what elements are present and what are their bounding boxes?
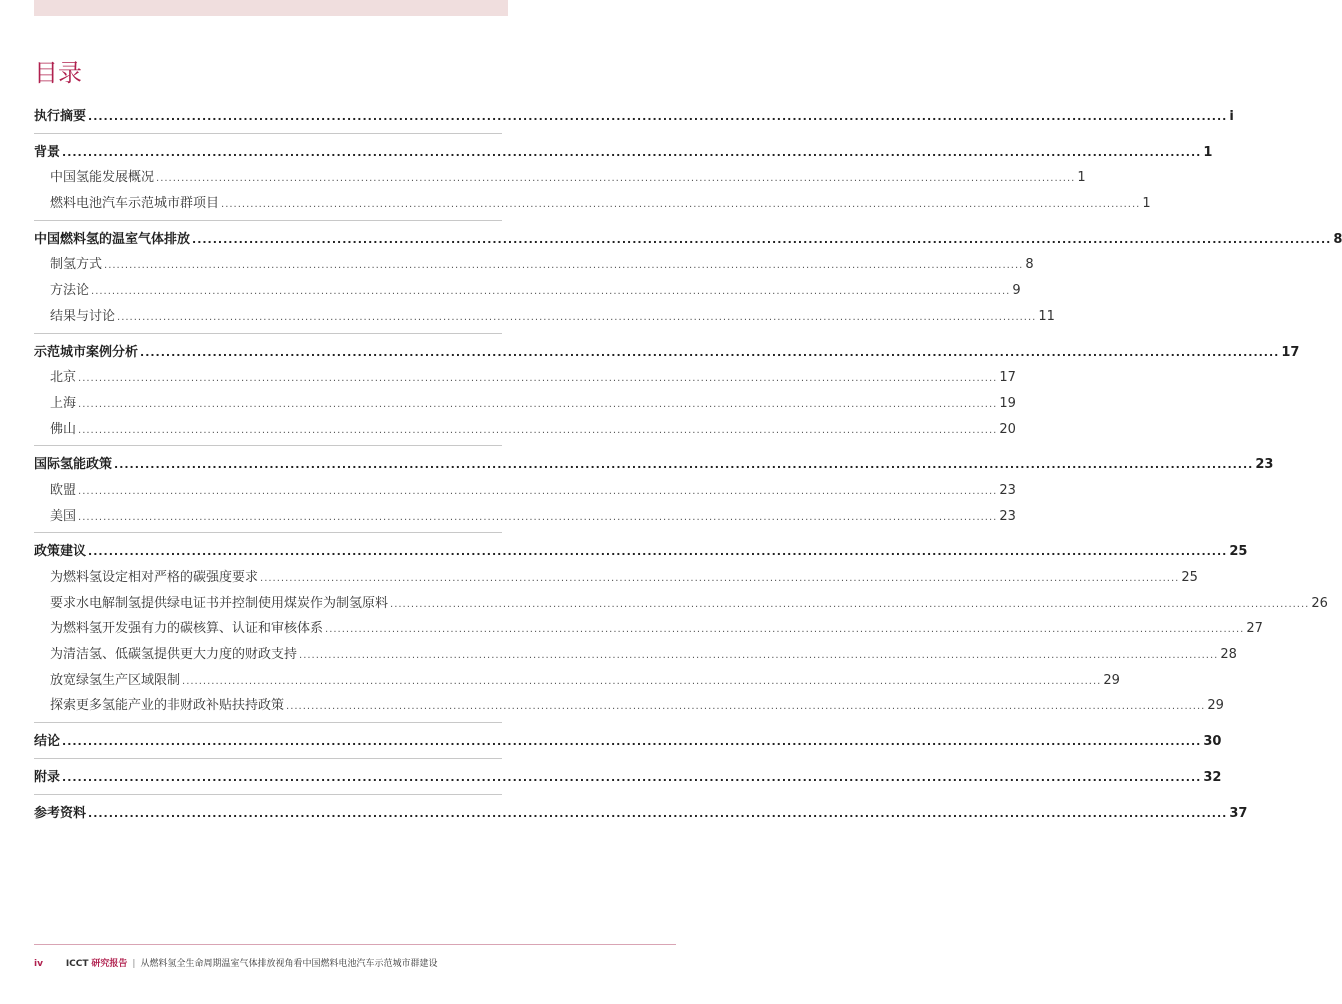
toc-entry-page: 23 <box>999 508 1016 524</box>
toc-entry-label: 中国燃料氢的温室气体排放 <box>34 231 191 247</box>
toc-entry-label: 美国 <box>50 508 77 524</box>
footer-page-number: iv <box>34 959 43 969</box>
toc-entry-label: 燃料电池汽车示范城市群项目 <box>50 196 220 212</box>
toc-subsection-entry[interactable] <box>34 642 1237 668</box>
dot-leader: ............................................................................................................................................................................................................................ <box>114 458 1254 472</box>
toc-subsection-entry[interactable] <box>34 693 1224 719</box>
toc-entry-page: 25 <box>1181 570 1198 585</box>
toc-section-entry[interactable] <box>34 765 1222 791</box>
toc-entry-label: 为燃料氢设定相对严格的碳强度要求 <box>50 570 259 585</box>
toc-entry-label: 附录 <box>34 769 61 785</box>
toc-entry-label: 要求水电解制氢提供绿电证书并控制使用煤炭作为制氢原料 <box>50 595 389 611</box>
toc-entry-page: 30 <box>1203 734 1222 750</box>
toc-section <box>34 765 1222 795</box>
toc-subsection-entry[interactable] <box>34 165 1086 191</box>
toc-entry-page: 1 <box>1142 196 1151 212</box>
toc-entry-page: 8 <box>1333 231 1342 247</box>
toc-subsection-entry[interactable] <box>34 591 1328 617</box>
toc-section-entry[interactable] <box>34 104 1234 130</box>
dot-leader: ............................................................................................................................................................................................................................ <box>62 145 1202 159</box>
toc-entry-page: 19 <box>999 395 1016 411</box>
dot-leader: ............................................................................................................................................................................................................................ <box>62 735 1202 749</box>
toc-entry-label: 北京 <box>50 370 77 386</box>
toc-entry-label: 背景 <box>34 144 61 160</box>
toc-subsection-entry[interactable] <box>34 565 1198 591</box>
toc-entry-label: 佛山 <box>50 421 77 437</box>
toc-subsection-entry[interactable] <box>34 668 1120 694</box>
toc-section-entry[interactable] <box>34 729 1222 755</box>
toc-entry-page: 32 <box>1203 769 1222 785</box>
toc-entry-page: 23 <box>1255 457 1274 473</box>
toc-entry-page: 8 <box>1025 257 1034 273</box>
dot-leader: ............................................................................................................................................................................................................................ <box>117 311 1037 323</box>
toc-section <box>34 801 1248 830</box>
toc-entry-page: 26 <box>1311 595 1328 611</box>
dot-leader: ............................................................................................................................................................................................................................ <box>78 373 998 385</box>
toc-subsection-entry[interactable] <box>34 417 1016 443</box>
footer-divider <box>34 944 676 945</box>
dot-leader: ............................................................................................................................................................................................................................ <box>260 573 1180 584</box>
toc-entry-label: 结论 <box>34 734 61 750</box>
dot-leader: ............................................................................................................................................................................................................................ <box>78 511 998 523</box>
toc-subsection-entry[interactable] <box>34 191 1151 217</box>
toc-subsection-entry[interactable] <box>34 365 1016 391</box>
dot-leader: ............................................................................................................................................................................................................................ <box>78 424 998 436</box>
toc-entry-label: 为燃料氢开发强有力的碳核算、认证和审核体系 <box>50 621 324 637</box>
toc-section <box>34 140 1213 221</box>
toc-section-entry[interactable] <box>34 452 1274 478</box>
dot-leader: ............................................................................................................................................................................................................................ <box>390 598 1310 610</box>
toc-section-entry[interactable] <box>34 140 1213 166</box>
toc-entry-label: 政策建议 <box>34 544 87 560</box>
toc-entry-label: 探索更多氢能产业的非财政补贴扶持政策 <box>50 698 285 714</box>
toc-subsection-entry[interactable] <box>34 252 1034 278</box>
toc-entry-label: 中国氢能发展概况 <box>50 170 155 186</box>
toc-entry-label: 方法论 <box>50 283 90 299</box>
toc-entry-label: 放宽绿氢生产区域限制 <box>50 672 181 688</box>
page-footer <box>34 956 437 969</box>
footer-report-type: 研究报告 <box>91 959 128 969</box>
toc-section-entry[interactable] <box>34 227 1342 253</box>
toc-section <box>34 340 1300 447</box>
toc-section-entry[interactable] <box>34 539 1248 565</box>
toc-section <box>34 729 1222 759</box>
toc-entry-label: 执行摘要 <box>34 109 87 124</box>
toc-entry-page: 25 <box>1229 544 1248 560</box>
dot-leader: ............................................................................................................................................................................................................................ <box>88 545 1228 559</box>
toc-entry-page: 29 <box>1207 698 1224 714</box>
toc-entry-page: 29 <box>1103 672 1120 688</box>
footer-org: ICCT <box>65 959 89 969</box>
toc-section <box>34 227 1342 334</box>
toc-section <box>34 452 1274 533</box>
dot-leader: ............................................................................................................................................................................................................................ <box>78 485 998 497</box>
toc-section-entry[interactable] <box>34 340 1300 366</box>
toc-entry-label: 上海 <box>50 395 77 411</box>
toc-section <box>34 104 1234 134</box>
dot-leader: ............................................................................................................................................................................................................................ <box>88 110 1228 123</box>
toc-entry-page: 17 <box>1281 344 1300 360</box>
dot-leader: ............................................................................................................................................................................................................................ <box>192 232 1332 246</box>
toc-subsection-entry[interactable] <box>34 504 1016 530</box>
toc-entry-page: 37 <box>1229 805 1248 821</box>
toc-subsection-entry[interactable] <box>34 616 1263 642</box>
toc-entry-page: 9 <box>1012 283 1021 299</box>
page-title: 目录 <box>34 59 82 87</box>
toc-entry-page: 1 <box>1203 144 1213 160</box>
dot-leader: ............................................................................................................................................................................................................................ <box>88 806 1228 820</box>
dot-leader: ............................................................................................................................................................................................................................ <box>182 675 1102 687</box>
toc-entry-label: 欧盟 <box>50 482 77 498</box>
dot-leader: ............................................................................................................................................................................................................................ <box>325 624 1245 636</box>
toc-section <box>34 539 1328 723</box>
dot-leader: ............................................................................................................................................................................................................................ <box>286 701 1206 713</box>
toc-entry-label: 国际氢能政策 <box>34 457 113 473</box>
dot-leader: ............................................................................................................................................................................................................................ <box>62 770 1202 784</box>
top-color-band <box>34 0 508 16</box>
toc-subsection-entry[interactable] <box>34 391 1016 417</box>
toc-entry-page: 27 <box>1246 621 1263 637</box>
toc-entry-label: 示范城市案例分析 <box>34 344 139 360</box>
dot-leader: ............................................................................................................................................................................................................................ <box>140 345 1280 359</box>
toc-entry-page: 23 <box>999 482 1016 498</box>
footer-report-title: 从燃料氢全生命周期温室气体排放视角看中国燃料电池汽车示范城市群建设 <box>140 959 438 969</box>
toc-entry-label: 为清洁氢、低碳氢提供更大力度的财政支持 <box>50 647 298 663</box>
dot-leader: ............................................................................................................................................................................................................................ <box>91 286 1011 298</box>
toc-entry-label: 结果与讨论 <box>50 308 116 324</box>
toc-entry-label: 参考资料 <box>34 805 87 821</box>
table-of-contents <box>34 104 1342 835</box>
toc-entry-label: 制氢方式 <box>50 257 103 273</box>
footer-separator: | <box>132 959 136 969</box>
dot-leader: ............................................................................................................................................................................................................................ <box>299 650 1219 662</box>
toc-entry-page: 1 <box>1077 170 1086 186</box>
toc-entry-page: 11 <box>1038 308 1055 324</box>
toc-entry-page: 28 <box>1220 647 1237 663</box>
toc-entry-page: 20 <box>999 421 1016 437</box>
toc-section-entry[interactable] <box>34 801 1248 827</box>
dot-leader: ............................................................................................................................................................................................................................ <box>78 398 998 410</box>
dot-leader: ............................................................................................................................................................................................................................ <box>104 260 1024 272</box>
toc-subsection-entry[interactable] <box>34 304 1055 330</box>
toc-entry-page: 17 <box>999 370 1016 386</box>
dot-leader: ............................................................................................................................................................................................................................ <box>221 199 1141 211</box>
toc-subsection-entry[interactable] <box>34 278 1021 304</box>
toc-entry-page: i <box>1229 109 1234 124</box>
toc-subsection-entry[interactable] <box>34 478 1016 504</box>
dot-leader: ............................................................................................................................................................................................................................ <box>156 173 1076 185</box>
